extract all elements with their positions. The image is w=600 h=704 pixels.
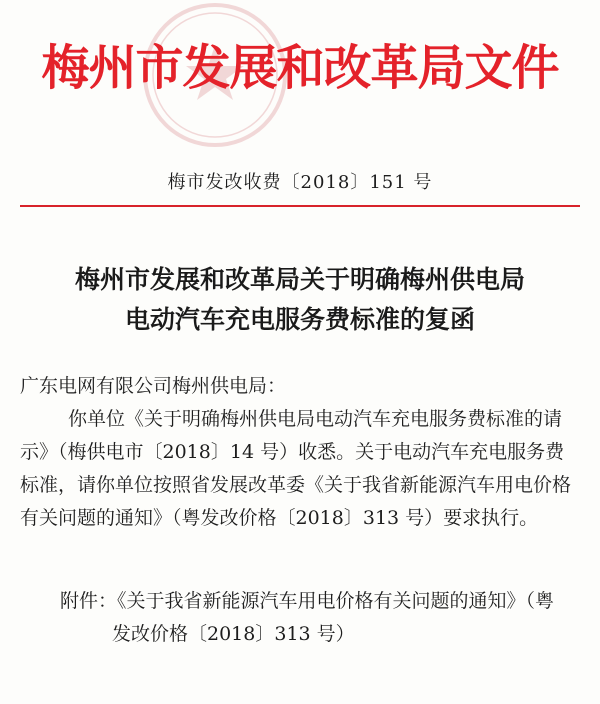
letter-body <box>20 370 580 535</box>
red-separator-line <box>20 205 580 207</box>
body-paragraph-text: 你单位《关于明确梅州供电局电动汽车充电服务费标准的请示》（梅供电市〔2018〕14 号）收悉。关于电动汽车充电服务费标准，请你单位按照省发展改革委《关于我省新能源汽车用电价格有关问题的通知》（粤发改价格〔2018〕313 号）要求执行。 <box>20 408 572 529</box>
title-line-2: 电动汽车充电服务费标准的复函 <box>124 305 475 334</box>
salutation: 广东电网有限公司梅州供电局： <box>20 375 287 397</box>
issuing-authority-header: 梅州市发展和改革局文件 <box>41 40 559 96</box>
attachment-line-2: 发改价格〔2018〕313 号） <box>112 623 355 645</box>
attachment-note <box>60 585 580 651</box>
document-number: 梅市发改收费〔2018〕151 号 <box>167 172 433 193</box>
title-line-1: 梅州市发展和改革局关于明确梅州供电局 <box>74 265 525 294</box>
body-paragraph <box>20 403 580 535</box>
document-title <box>0 260 600 340</box>
attachment-line-1: 附件：《关于我省新能源汽车用电价格有关问题的通知》（粤 <box>60 590 555 612</box>
